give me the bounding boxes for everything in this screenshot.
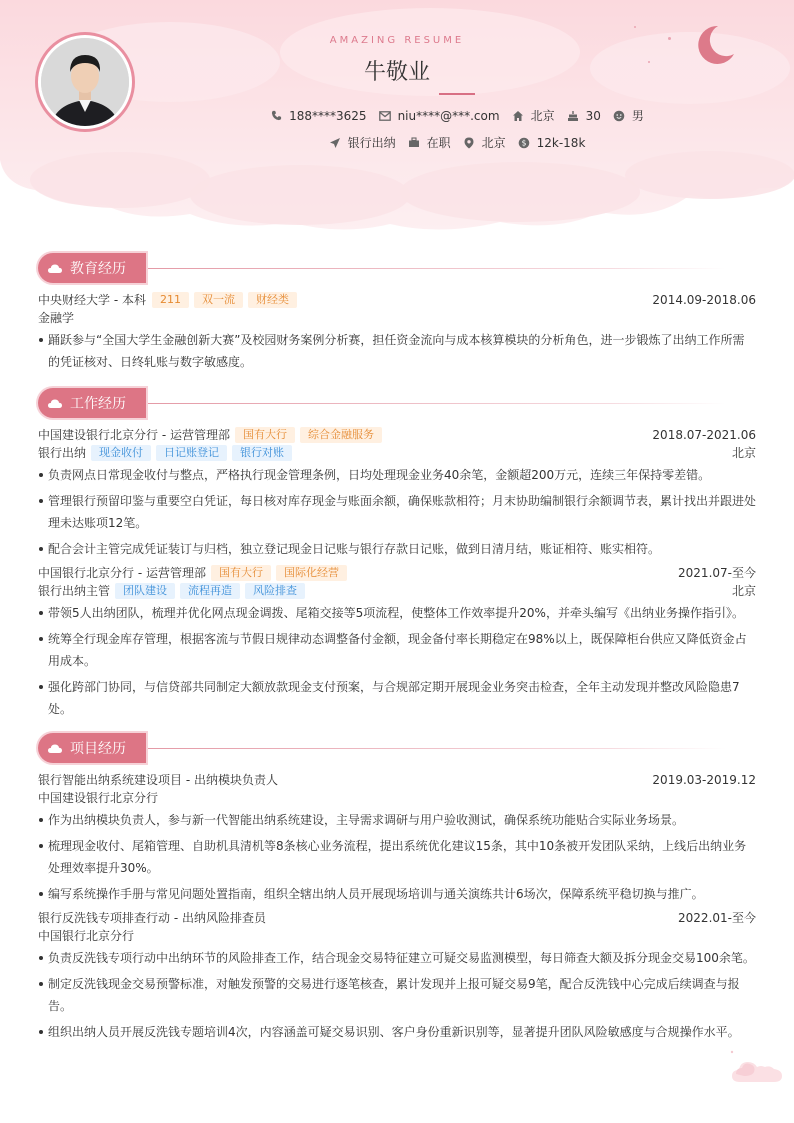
job-title: 银行出纳 [38,446,87,460]
tagline: AMAZING RESUME [329,35,465,46]
list-item: 强化跨部门协同，与信贷部共同制定大额放款现金支付预案，与合规部定期开展现金业务突击检查，全年主动发现并整改风险隐患7处。 [38,676,756,720]
section-header [38,388,756,418]
phone-icon [270,110,282,122]
company-tag: 国有大行 [235,427,295,443]
project-name: 银行智能出纳系统建设项目 - 出纳模块负责人 [38,773,278,787]
cloud-icon [48,264,62,273]
list-item: 编写系统操作手册与常见问题处置指南，组织全辖出纳人员开展现场培训与通关演练共计6场次，保障系统平稳切换与推广。 [38,883,756,905]
skill-tag: 日记账登记 [156,445,227,461]
project-org: 中国建设银行北京分行 [38,791,159,805]
home-icon [512,110,524,122]
section-title: 教育经历 [70,261,126,277]
star-icon [634,26,636,28]
section-divider [148,748,726,749]
school-name: 中央财经大学 - 本科 [38,293,146,307]
list-item: 负责反洗钱专项行动中出纳环节的风险排查工作，结合现金交易特征建立可疑交易监测模型，每日筛查大额及拆分现金交易100余笔。 [38,947,756,969]
school-tag: 211 [152,292,189,308]
salary-icon [518,137,530,149]
send-icon [329,137,341,149]
project-entry [38,909,756,1043]
mail-icon [379,110,391,122]
phone-item: 188****3625 [270,109,366,123]
school-tag: 双一流 [194,292,243,308]
company-tag: 国际化经营 [276,565,347,581]
work-bullets [38,602,756,720]
list-item: 作为出纳模块负责人，参与新一代智能出纳系统建设，主导需求调研与用户验收测试，确保系统功能贴合实际业务场景。 [38,809,756,831]
project-bullets [38,809,756,905]
cloud-icon [48,399,62,408]
contact-row [60,107,794,124]
salary-item: $ 12k-18k [518,136,586,150]
status-item: 在职 [408,134,451,151]
email-item: niu****@***.com [379,109,500,123]
section-title: 工作经历 [70,396,126,412]
list-item: 制定反洗钱现金交易预警标准，对触发预警的交易进行逐笔核查，累计发现并上报可疑交易9笔，配合反洗钱中心完成后续调查与报告。 [38,973,756,1017]
education-entry [38,291,756,373]
list-item: 踊跃参与“全国大学生金融创新大赛”及校园财务案例分析赛，担任资金流向与成本核算模块的分析角色，进一步锻炼了出纳工作所需的凭证核对、日终轧账与数字敏感度。 [38,329,756,373]
company-name: 中国建设银行北京分行 - 运营管理部 [38,428,230,442]
list-item: 配合会计主管完成凭证装订与归档，独立登记现金日记账与银行存款日记账，做到日清月结，账证相符、账实相符。 [38,538,756,560]
date-range: 2014.09-2018.06 [652,293,756,307]
work-entry [38,426,756,560]
briefcase-icon [408,137,420,149]
work-city: 北京 [731,584,756,598]
education-bullets [38,329,756,373]
date-range: 2018.07-2021.06 [652,428,756,442]
list-item: 组织出纳人员开展反洗钱专题培训4次，内容涵盖可疑交易识别、客户身份重新识别等，显著提升团队风险敏感度与合规操作水平。 [38,1021,756,1043]
cloud-icon [48,744,62,753]
company-tag: 国有大行 [211,565,271,581]
project-entry [38,771,756,905]
position-item: 银行出纳 [329,134,396,151]
skill-tag: 银行对账 [232,445,292,461]
skill-tag: 流程再造 [180,583,240,599]
education-section [38,253,756,377]
project-section [38,733,756,1047]
section-title: 项目经历 [70,741,126,757]
major: 金融学 [38,311,75,325]
skill-tag: 风险排查 [245,583,305,599]
section-divider [148,403,726,404]
work-bullets [38,464,756,560]
skill-tag: 现金收付 [91,445,151,461]
city-item: 北京 [512,107,555,124]
cake-icon [567,110,579,122]
work-city: 北京 [731,446,756,460]
project-bullets [38,947,756,1043]
date-range: 2021.07-至今 [678,566,756,580]
project-name: 银行反洗钱专项排查行动 - 出纳风险排查员 [38,911,266,925]
list-item: 统筹全行现金库存管理，根据客流与节假日规律动态调整备付金额，现金备付率长期稳定在98%以上，既保障柜台供应又降低资金占用成本。 [38,628,756,672]
section-title-pill [38,388,146,418]
target-city-item: 北京 [463,134,506,151]
work-section [38,388,756,724]
header-banner [0,0,794,235]
project-org: 中国银行北京分行 [38,929,135,943]
gender-item: 男 [613,107,644,124]
section-header [38,253,756,283]
job-title: 银行出纳主管 [38,584,111,598]
date-range: 2022.01-至今 [678,911,756,925]
section-header [38,733,756,763]
company-tag: 综合金融服务 [300,427,382,443]
company-name: 中国银行北京分行 - 运营管理部 [38,566,206,580]
list-item: 负责网点日常现金收付与整点，严格执行现金管理条例，日均处理现金业务40余笔，金额超200万元，连续三年保持零差错。 [38,464,756,486]
decorative-cloud-icon [728,1048,784,1086]
date-range: 2019.03-2019.12 [652,773,756,787]
section-divider [148,268,726,269]
name-divider [439,93,475,95]
smile-icon [613,110,625,122]
candidate-name: 牛敬业 [363,60,430,85]
list-item: 梳理现金收付、尾箱管理、自助机具清机等8条核心业务流程，提出系统优化建议15条，其中10条被开发团队采纳，上线后出纳业务处理效率提升30%。 [38,835,756,879]
job-intent-row [60,134,794,151]
list-item: 管理银行预留印鉴与重要空白凭证，每日核对库存现金与账面余额，确保账款相符；月末协助编制银行余额调节表，累计找出并跟进处理未达账项12笔。 [38,490,756,534]
school-tag: 财经类 [248,292,297,308]
list-item: 带领5人出纳团队，梳理并优化网点现金调拨、尾箱交接等5项流程，使整体工作效率提升20%，并牵头编写《出纳业务操作指引》。 [38,602,756,624]
section-title-pill [38,253,146,283]
svg-text:$: $ [521,138,527,148]
skill-tag: 团队建设 [115,583,175,599]
work-entry [38,564,756,720]
section-title-pill [38,733,146,763]
location-icon [463,137,475,149]
age-item: 30 [567,109,601,123]
